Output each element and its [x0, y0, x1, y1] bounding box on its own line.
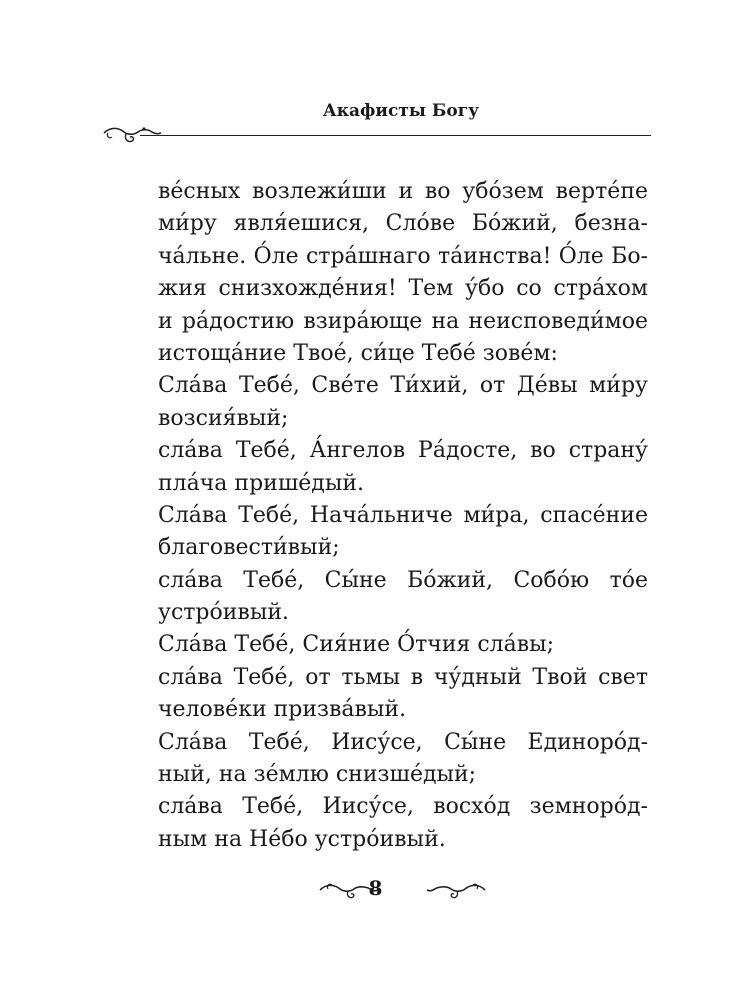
text-line: Сла́ва Тебе́, Сия́ние О́тчия сла́вы;	[158, 632, 555, 658]
text-line: челове́ки призва́вый.	[158, 697, 407, 723]
text-line: сла́ва Тебе́, Иису́се, восхо́д земноро́д-	[158, 794, 648, 820]
text-line: истоща́ние Твое́, си́це Тебе́ зове́м:	[158, 340, 558, 366]
text-line: возсия́вый;	[158, 405, 289, 431]
text-line: ча́льне. О́ле стра́шнаго та́инства! О́ле Бо-	[158, 243, 648, 269]
text-line: Сла́ва Тебе́, Нача́льниче ми́ра, спасе́ние	[158, 502, 648, 528]
page-number: 8	[368, 876, 383, 900]
text-line: устро́ивый.	[158, 600, 289, 626]
flourish-right-icon	[425, 878, 487, 902]
header-rule	[140, 135, 651, 136]
running-title: Акафисты Богу	[322, 101, 479, 121]
text-line: Сла́ва Тебе́, Све́те Ти́хий, от Де́вы ми́ру	[158, 373, 648, 399]
flourish-ornament-icon	[100, 121, 162, 147]
folio	[0, 872, 751, 908]
text-line: ве́сных возлежи́ши и во убо́зем верте́пе	[158, 179, 648, 204]
text-line: сла́ва Тебе́, Сы́не Бо́жий, Собо́ю то́е	[158, 567, 648, 593]
text-line: сла́ва Тебе́, А́нгелов Ра́досте, во страну́	[158, 438, 648, 464]
text-line: и ра́достию взира́юще на неисповеди́мое	[158, 308, 648, 334]
text-line: ным на Не́бо устро́ивый.	[158, 826, 446, 852]
text-line: сла́ва Тебе́, от тьмы в чу́дный Твой свет	[158, 664, 648, 690]
text-line: благовести́вый;	[158, 535, 340, 561]
text-line: ми́ру явля́ешися, Сло́ве Бо́жий, безна-	[158, 211, 648, 237]
running-head	[0, 99, 751, 141]
text-line: Сла́ва Тебе́, Иису́се, Сы́не Единоро́д-	[158, 729, 648, 755]
text-line: пла́ча прише́дый.	[158, 470, 365, 496]
text-line: ный, на зе́млю снизше́дый;	[158, 762, 477, 788]
prayer-text	[158, 176, 648, 856]
text-line: жия снизхожде́ния! Тем у́бо со стра́хом	[158, 276, 648, 302]
